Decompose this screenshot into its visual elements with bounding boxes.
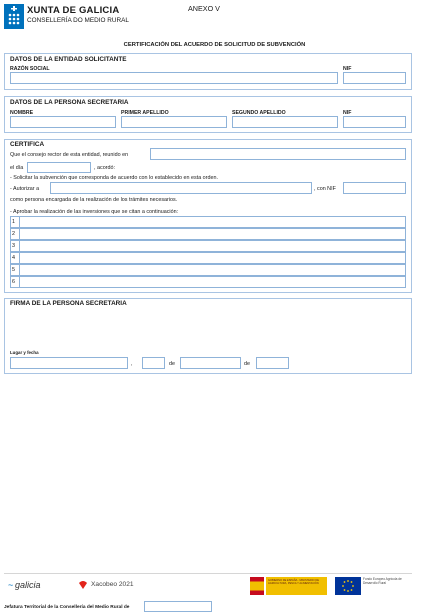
nombre-label: NOMBRE [10, 110, 34, 116]
inversion-row[interactable] [10, 240, 406, 252]
inversion-row[interactable] [10, 276, 406, 288]
autorizar-nif-field[interactable] [343, 182, 406, 194]
entity-heading: DATOS DE LA ENTIDAD SOLICITANTE [10, 56, 127, 63]
comma-text: , [131, 361, 133, 367]
fecha-month-field[interactable] [180, 357, 241, 369]
inversion-row[interactable] [10, 216, 406, 228]
jefatura-label: Jefatura Territorial de la Consellería del Medio Rural de [4, 605, 130, 610]
fecha-day-field[interactable] [142, 357, 165, 369]
ministerio-band [266, 577, 327, 595]
inversion-row[interactable] [10, 264, 406, 276]
page-title: CERTIFICACIÓN DEL ACUERDO DE SOLICITUD DE SUBVENCIÓN [123, 42, 306, 48]
dia-field[interactable] [27, 162, 91, 173]
solicitar-text: - Solicitar la subvención que corresponda de acuerdo con lo establecido en esta orden. [10, 175, 218, 181]
autorizar-text: - Autorizar a [10, 186, 40, 192]
aprobar-text: - Aprobar la realización de las inversiones que se citan a continuación: [10, 209, 179, 215]
row-number: 6 [11, 277, 20, 287]
footer-divider [4, 573, 412, 574]
consejo-text: Que el consejo rector de esta entidad, reunido en [10, 152, 129, 158]
razon-social-field[interactable] [10, 72, 338, 84]
entity-nif-label: NIF [343, 66, 352, 72]
galicia-logo-text: galicia [15, 580, 41, 590]
xacobeo-shell-icon [78, 580, 88, 590]
lugar-fecha-label: Lugar y fecha [10, 350, 39, 355]
primer-apellido-field[interactable] [121, 116, 227, 128]
row-number: 5 [11, 265, 20, 275]
eu-flag-icon [335, 577, 361, 595]
galicia-swirl-icon: ~ [8, 580, 14, 590]
lugar-field[interactable] [10, 357, 128, 369]
row-number: 2 [11, 229, 20, 239]
secretary-nif-label: NIF [343, 110, 352, 116]
encargada-text: como persona encargada de la realización de los trámites necesarios. [10, 197, 178, 203]
secretary-nif-field[interactable] [343, 116, 406, 128]
el-dia-text: el día [10, 165, 24, 171]
primer-apellido-label: PRIMER APELLIDO [121, 110, 169, 116]
autorizar-person-field[interactable] [50, 182, 312, 194]
ministerio-text: GOBIERNO DE ESPAÑA · MINISTERIO DE AGRICULTURA, PESCA Y ALIMENTACIÓN [268, 579, 319, 586]
logo-subtitle: CONSELLERÍA DO MEDIO RURAL [27, 17, 129, 24]
secretary-heading: DATOS DE LA PERSONA SECRETARIA [10, 99, 129, 106]
inversion-row[interactable] [10, 228, 406, 240]
xunta-emblem-icon [4, 4, 24, 29]
feader-text: Fondo Europeo Agrícola de Desarrollo Rural [363, 577, 402, 585]
row-number: 3 [11, 241, 20, 251]
annex-label: ANEXO V [188, 4, 220, 13]
xunta-logo [4, 4, 24, 29]
fecha-year-field[interactable] [256, 357, 289, 369]
certifica-heading: CERTIFICA [10, 141, 45, 148]
entity-nif-field[interactable] [343, 72, 406, 84]
acordo-text: , acordó: [94, 165, 115, 171]
inversiones-table [10, 216, 406, 288]
inversion-row[interactable] [10, 252, 406, 264]
de-text-1: de [169, 361, 175, 367]
logo-title: XUNTA DE GALICIA [27, 5, 120, 16]
razon-social-label: RAZÓN SOCIAL [10, 66, 50, 72]
reunion-place-field[interactable] [150, 148, 406, 160]
row-number: 4 [11, 253, 20, 263]
row-number: 1 [11, 217, 20, 227]
nombre-field[interactable] [10, 116, 116, 128]
ministerio-logo [250, 576, 327, 597]
spain-shield-icon [250, 577, 264, 595]
jefatura-field[interactable] [144, 601, 212, 612]
eu-logo [335, 577, 413, 597]
firma-heading: FIRMA DE LA PERSONA SECRETARIA [10, 300, 127, 307]
de-text-2: de [244, 361, 250, 367]
xacobeo-text: Xacobeo 2021 [91, 581, 134, 588]
con-nif-text: , con NIF [314, 186, 336, 192]
segundo-apellido-field[interactable] [232, 116, 338, 128]
segundo-apellido-label: SEGUNDO APELLIDO [232, 110, 286, 116]
